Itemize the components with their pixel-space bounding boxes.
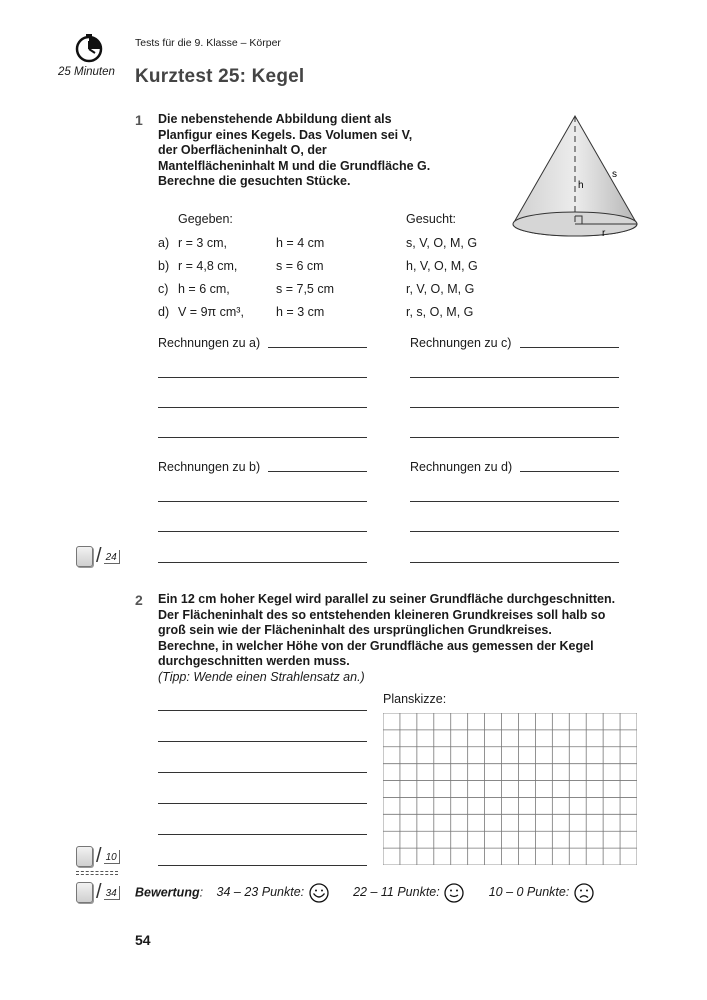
given-2: h = 4 cm	[276, 236, 325, 250]
smiling-face-icon	[443, 882, 465, 904]
sought-values: s, V, O, M, G	[406, 236, 478, 250]
sought-values: r, s, O, M, G	[406, 305, 474, 319]
score-task-2: / 10	[76, 845, 120, 868]
row-letter: b)	[158, 259, 170, 273]
height-label: h	[578, 180, 584, 191]
answer-line[interactable]	[158, 772, 367, 773]
answer-line[interactable]	[268, 347, 367, 348]
cone-figure	[510, 112, 640, 240]
given-1: r = 4,8 cm,	[178, 259, 238, 273]
max-points: 34	[104, 886, 120, 900]
given-1: h = 6 cm,	[178, 282, 230, 296]
sought-heading: Gesucht:	[406, 212, 457, 226]
given-heading: Gegeben:	[178, 212, 233, 226]
slant-label: s	[612, 169, 617, 180]
max-points: 24	[104, 550, 120, 564]
sought-values: r, V, O, M, G	[406, 282, 475, 296]
answer-line[interactable]	[158, 501, 367, 502]
happy-face-icon	[308, 882, 330, 904]
sketch-label: Planskizze:	[383, 692, 447, 706]
score-task-1: / 24	[76, 545, 120, 568]
answer-line[interactable]	[158, 710, 367, 711]
answer-line[interactable]	[158, 377, 367, 378]
task-number-1: 1	[135, 112, 143, 128]
time-limit: 25 Minuten	[58, 66, 115, 78]
rating-range-low: 10 – 0 Punkte:	[488, 885, 570, 900]
row-letter: a)	[158, 236, 170, 250]
score-total: / 34	[76, 881, 120, 904]
calc-b-label: Rechnungen zu b)	[158, 460, 261, 474]
answer-line[interactable]	[520, 471, 619, 472]
radius-label: r	[602, 228, 606, 239]
answer-line[interactable]	[158, 562, 367, 563]
rating-range-mid: 22 – 11 Punkte:	[353, 885, 440, 900]
answer-line[interactable]	[158, 741, 367, 742]
sought-values: h, V, O, M, G	[406, 259, 478, 273]
page-title: Kurztest 25: Kegel	[135, 66, 305, 87]
calc-d-label: Rechnungen zu d)	[410, 460, 513, 474]
score-input-box[interactable]	[76, 846, 93, 867]
calc-c-label: Rechnungen zu c)	[410, 336, 512, 350]
answer-line[interactable]	[158, 437, 367, 438]
given-2: s = 7,5 cm	[276, 282, 335, 296]
rating-label: Bewertung	[135, 885, 200, 900]
answer-line[interactable]	[410, 437, 619, 438]
row-letter: d)	[158, 305, 170, 319]
task-number-2: 2	[135, 592, 143, 608]
tip-text: (Tipp: Wende einen Strahlensatz an.)	[158, 669, 365, 684]
clock-icon	[73, 33, 105, 63]
score-input-box[interactable]	[76, 882, 93, 903]
rating-range-high: 34 – 23 Punkte:	[216, 885, 305, 900]
answer-line[interactable]	[158, 834, 367, 835]
sad-face-icon	[573, 882, 595, 904]
answer-line[interactable]	[410, 377, 619, 378]
answer-line[interactable]	[158, 407, 367, 408]
answer-line[interactable]	[410, 562, 619, 563]
answer-line[interactable]	[158, 803, 367, 804]
answer-line[interactable]	[410, 501, 619, 502]
row-letter: c)	[158, 282, 169, 296]
given-1: V = 9π cm³,	[178, 305, 244, 319]
task-2-text: Ein 12 cm hoher Kegel wird parallel zu seiner Grundfläche durchgeschnitten. Der Flächeninhalt des so entstehenden kleineren Grundkreises soll halb so groß sein wie der Flächeninhalt des ursprünglichen Grundkreises. Berechne, in welcher Höhe von der Grundfläche aus gemessen der Kegel durchgeschnitten werden muss. (Tipp: Wende einen Strahlensatz an.)	[158, 592, 616, 684]
divider	[76, 871, 118, 872]
series-title: Tests für die 9. Klasse – Körper	[135, 37, 281, 49]
calc-a-label: Rechnungen zu a)	[158, 336, 261, 350]
answer-line[interactable]	[410, 407, 619, 408]
answer-line[interactable]	[158, 865, 367, 866]
task-1-text: Die nebenstehende Abbildung dient als Planfigur eines Kegels. Das Volumen sei V, der Oberflächeninhalt O, der Mantelflächeninhalt M und die Grundfläche G. Berechne die gesuchten Stücke.	[158, 112, 431, 188]
score-input-box[interactable]	[76, 546, 93, 567]
given-2: h = 3 cm	[276, 305, 325, 319]
answer-line[interactable]	[268, 471, 367, 472]
answer-line[interactable]	[520, 347, 619, 348]
given-2: s = 6 cm	[276, 259, 324, 273]
rating-row: Bewertung: 34 – 23 Punkte: 22 – 11 Punkte: 10 – 0 Punkte:	[135, 882, 595, 904]
given-1: r = 3 cm,	[178, 236, 227, 250]
answer-line[interactable]	[158, 531, 367, 532]
max-points: 10	[104, 850, 120, 864]
page-number: 54	[135, 932, 151, 948]
divider	[76, 874, 118, 875]
sketch-grid[interactable]	[383, 713, 637, 865]
answer-line[interactable]	[410, 531, 619, 532]
